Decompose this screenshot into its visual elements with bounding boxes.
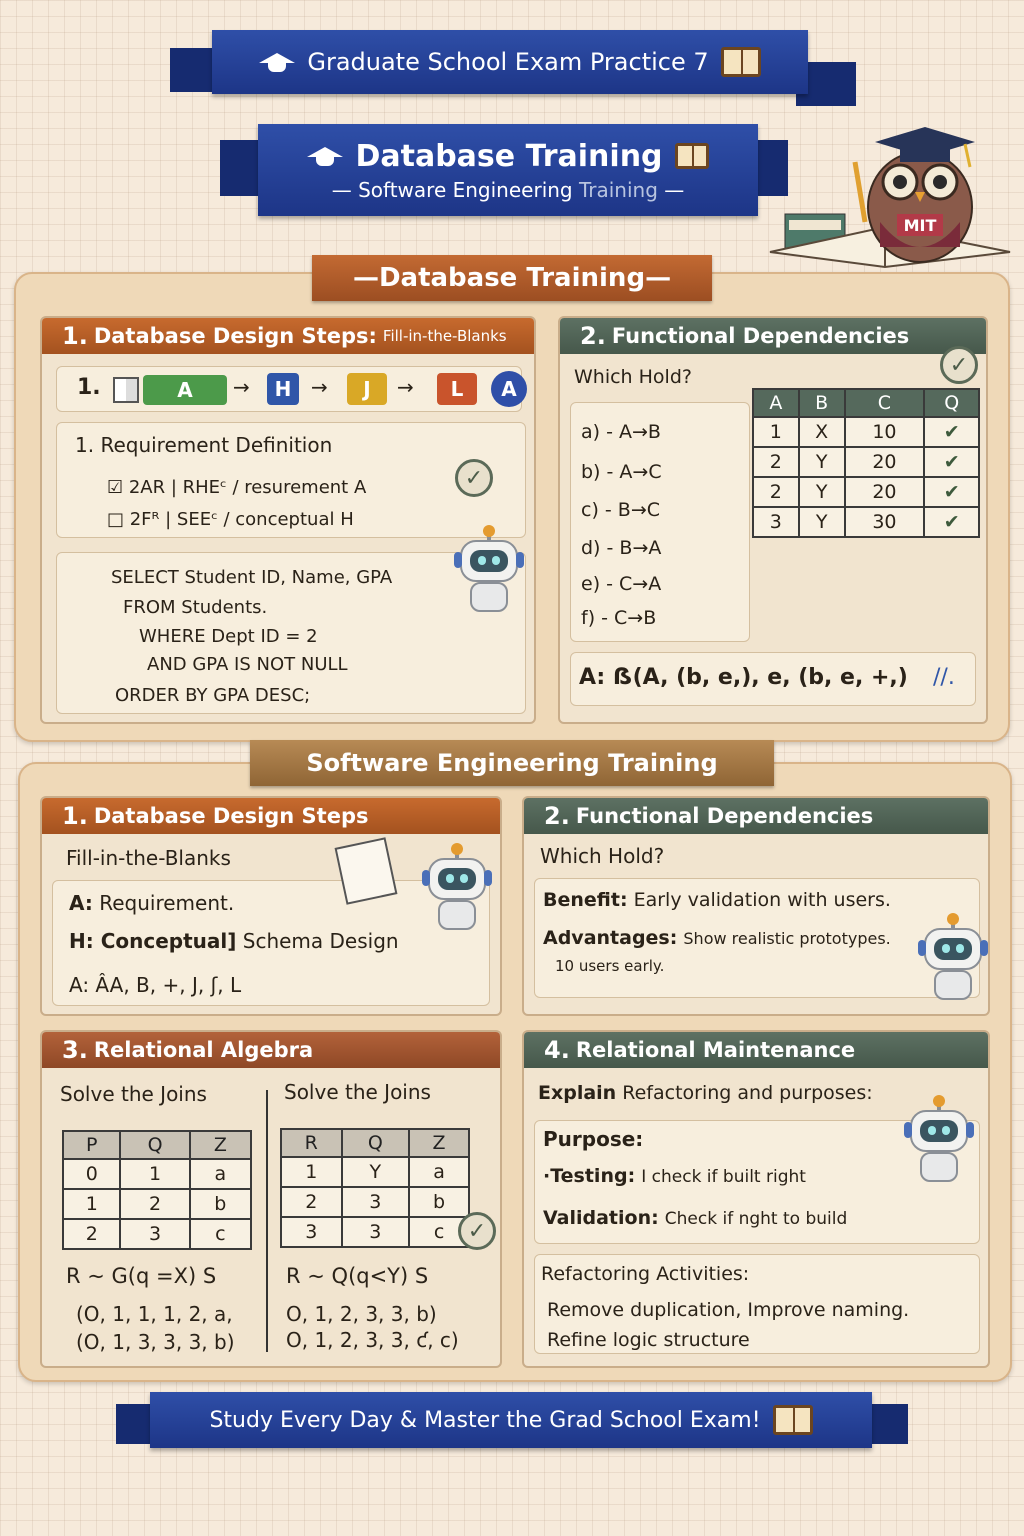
flow-number: 1. xyxy=(77,375,101,400)
join-result-right: O, 1, 2, 3, 3, b) xyxy=(286,1302,437,1326)
fd-answer-box xyxy=(570,652,976,706)
refactoring-box xyxy=(534,1254,980,1354)
table-cell: Y xyxy=(799,447,845,477)
validation-label: Validation: xyxy=(543,1207,659,1229)
software-engineering-tab xyxy=(250,740,774,786)
document-icon xyxy=(335,837,398,905)
relational-algebra-header xyxy=(42,1032,500,1068)
fill-label: A: xyxy=(69,891,93,915)
card-number: 2. xyxy=(544,802,570,830)
purpose-label: Purpose: xyxy=(543,1127,644,1151)
second-banner-title: Database Training xyxy=(355,138,663,174)
table-row xyxy=(63,1219,251,1249)
table-cell: 1 xyxy=(281,1157,342,1187)
table-row xyxy=(281,1187,469,1217)
functional-dependencies-card xyxy=(558,316,988,724)
database-section-tab: — Database Training — xyxy=(312,255,712,301)
se-design-steps-header xyxy=(42,798,500,834)
table-row xyxy=(281,1217,469,1247)
table-header: A xyxy=(753,389,799,417)
fill-answer: A: ÂA, B, +, J, ʃ, L xyxy=(69,973,242,997)
benefit-box xyxy=(534,878,980,998)
sql-line: SELECT Student ID, Name, GPA xyxy=(111,567,393,588)
table-cell: 20 xyxy=(845,477,925,507)
table-header: P xyxy=(63,1131,120,1159)
refactoring-line: Refine logic structure xyxy=(547,1329,750,1351)
join-expression-left: R ∼ G(q =X) S xyxy=(66,1264,217,1288)
table-cell: 1 xyxy=(63,1189,120,1219)
divider xyxy=(266,1090,268,1352)
table-cell: 30 xyxy=(845,507,925,537)
se-functional-dependencies-header xyxy=(524,798,988,834)
table-cell: 2 xyxy=(120,1189,189,1219)
table-header: R xyxy=(281,1129,342,1157)
table-row xyxy=(753,417,979,447)
card-title: Functional Dependencies xyxy=(575,804,874,828)
table-row xyxy=(63,1189,251,1219)
fill-label: H: Conceptual] xyxy=(69,929,237,953)
flow-step-l: L xyxy=(437,373,477,405)
card-number: 2. xyxy=(580,322,606,350)
refactoring-line: Remove duplication, Improve naming. xyxy=(547,1299,910,1321)
table-cell: 3 xyxy=(342,1217,410,1247)
table-cell: 1 xyxy=(753,417,799,447)
relational-maintenance-card xyxy=(522,1030,990,1368)
second-banner-subtitle-a: Software Engineering xyxy=(358,177,573,202)
book-icon xyxy=(721,47,761,77)
table-cell: ✔ xyxy=(924,507,979,537)
table-cell: b xyxy=(190,1189,251,1219)
book-icon xyxy=(773,1405,813,1435)
card-title: Relational Algebra xyxy=(93,1038,314,1062)
fd-options-box xyxy=(570,402,750,642)
arrow-icon: → xyxy=(397,375,414,399)
top-banner xyxy=(212,30,808,94)
benefit-label: Benefit: xyxy=(543,889,628,911)
testing-label: ·Testing: xyxy=(543,1165,636,1187)
table-cell: c xyxy=(409,1217,469,1247)
join-result-left: (O, 1, 1, 1, 2, a, xyxy=(76,1302,233,1326)
advantages-label: Advantages: xyxy=(543,927,678,949)
arrow-icon: → xyxy=(233,375,250,399)
card-number: 1. xyxy=(62,802,88,830)
fd-option[interactable]: b) - A→C xyxy=(581,461,662,483)
robot-icon xyxy=(918,918,988,1002)
card-title: Functional Dependencies xyxy=(611,324,910,348)
table-cell: X xyxy=(799,417,845,447)
fd-option[interactable]: f) - C→B xyxy=(581,607,657,629)
fd-option[interactable]: c) - B→C xyxy=(581,499,661,521)
table-row xyxy=(281,1157,469,1187)
table-header: C xyxy=(845,389,925,417)
sql-line: ORDER BY GPA DESC; xyxy=(115,685,311,706)
functional-dependencies-header xyxy=(560,318,986,354)
table-cell: Y xyxy=(342,1157,410,1187)
card-number: 3. xyxy=(62,1036,88,1064)
card-number: 1. xyxy=(62,322,88,350)
join-expression-right: R ∼ Q(q<Y) S xyxy=(286,1264,429,1288)
answer-mark: //. xyxy=(933,665,955,690)
table-cell: 10 xyxy=(845,417,925,447)
software-engineering-title: Software Engineering Training xyxy=(306,749,718,777)
validation-text: Check if nght to build xyxy=(664,1209,848,1229)
fill-text: Requirement. xyxy=(99,891,235,915)
owl-badge: MIT xyxy=(903,216,937,235)
requirement-line: □ 2Fᴿ | SEEᶜ / conceptual H xyxy=(107,509,354,530)
fd-option[interactable]: d) - B→A xyxy=(581,537,662,559)
table-header: Z xyxy=(190,1131,251,1159)
table-cell: 3 xyxy=(120,1219,189,1249)
card-title-small: Fill-in-the-Blanks xyxy=(382,327,507,345)
advantages-text-2: 10 users early. xyxy=(555,957,665,975)
check-icon: ✓ xyxy=(940,346,978,384)
database-section-title: Database Training xyxy=(378,263,646,293)
table-cell: 1 xyxy=(120,1159,189,1189)
table-cell: c xyxy=(190,1219,251,1249)
testing-text: I check if built right xyxy=(641,1167,806,1187)
se-functional-dependencies-card xyxy=(522,796,990,1016)
grid-icon xyxy=(113,377,139,403)
card-title: Database Design Steps xyxy=(93,804,369,828)
table-header: Q xyxy=(924,389,979,417)
table-cell: Y xyxy=(799,507,845,537)
benefit-text: Early validation with users. xyxy=(633,889,891,911)
db-design-steps-header xyxy=(42,318,534,354)
fd-option[interactable]: a) - A→B xyxy=(581,421,661,443)
table-cell: 2 xyxy=(753,447,799,477)
table-header: B xyxy=(799,389,845,417)
table-cell: 20 xyxy=(845,447,925,477)
table-cell: 3 xyxy=(753,507,799,537)
table-header: Z xyxy=(409,1129,469,1157)
card-title: Database Design Steps: xyxy=(93,324,377,348)
sql-line: AND GPA IS NOT NULL xyxy=(147,654,348,675)
right-heading: Solve the Joins xyxy=(284,1080,431,1104)
explain-text: Refactoring and purposes: xyxy=(622,1082,873,1104)
join-table-left xyxy=(62,1130,252,1250)
requirement-line: ☑ 2AR | RHEᶜ / resurement A xyxy=(107,477,367,498)
sql-line: WHERE Dept ID = 2 xyxy=(139,626,318,647)
table-cell: 2 xyxy=(63,1219,120,1249)
table-cell: ✔ xyxy=(924,447,979,477)
relational-algebra-card xyxy=(40,1030,502,1368)
robot-icon xyxy=(904,1100,974,1184)
arrow-icon: → xyxy=(311,375,328,399)
question-text: Which Hold? xyxy=(540,844,665,868)
table-cell: 2 xyxy=(281,1187,342,1217)
design-flow xyxy=(56,366,522,412)
second-banner: Database Training — Software Engineering Training — xyxy=(258,124,758,216)
sql-line: FROM Students. xyxy=(123,597,268,618)
second-banner-subtitle-b: Training xyxy=(578,177,658,202)
table-cell: 3 xyxy=(342,1187,410,1217)
card-number: 4. xyxy=(544,1036,570,1064)
robot-icon xyxy=(454,530,524,614)
table-row xyxy=(753,507,979,537)
table-row xyxy=(753,477,979,507)
flow-step-h: H xyxy=(267,373,299,405)
owl-mascot xyxy=(765,122,1015,272)
book-icon xyxy=(675,143,709,169)
fill-text: Schema Design xyxy=(242,929,399,953)
refactoring-heading: Refactoring Activities: xyxy=(541,1263,750,1285)
table-cell: 3 xyxy=(281,1217,342,1247)
flow-end-badge: A xyxy=(491,371,527,407)
table-cell: b xyxy=(409,1187,469,1217)
graduation-cap-icon xyxy=(307,145,343,167)
table-cell: a xyxy=(409,1157,469,1187)
fd-answer: A: ẞ(A, (b, e,), e, (b, e, +,) xyxy=(579,665,908,690)
card-subtitle: Fill-in-the-Blanks xyxy=(66,846,231,870)
db-design-steps-card xyxy=(40,316,536,724)
flow-step-j: J xyxy=(347,373,387,405)
join-result-left: (O, 1, 3, 3, 3, b) xyxy=(76,1330,235,1354)
check-icon: ✓ xyxy=(458,1212,496,1250)
table-cell: Y xyxy=(799,477,845,507)
fd-table xyxy=(752,388,980,538)
table-cell: ✔ xyxy=(924,477,979,507)
table-cell: 2 xyxy=(753,477,799,507)
top-banner-title: Graduate School Exam Practice 7 xyxy=(307,48,709,76)
table-row xyxy=(63,1159,251,1189)
table-header: Q xyxy=(342,1129,410,1157)
advantages-text: Show realistic prototypes. xyxy=(683,929,891,948)
question-text: Which Hold? xyxy=(574,366,692,388)
bottom-banner-title: Study Every Day & Master the Grad School Exam! xyxy=(209,1407,761,1433)
check-icon: ✓ xyxy=(455,459,493,497)
left-heading: Solve the Joins xyxy=(60,1082,207,1106)
requirement-heading: 1. Requirement Definition xyxy=(75,433,333,457)
flow-step-a: A xyxy=(143,375,227,405)
join-table-right xyxy=(280,1128,470,1248)
table-cell: a xyxy=(190,1159,251,1189)
requirement-box xyxy=(56,422,526,538)
fd-option[interactable]: e) - C→A xyxy=(581,573,662,595)
card-title: Relational Maintenance xyxy=(575,1038,856,1062)
se-design-steps-card xyxy=(40,796,502,1016)
explain-label: Explain xyxy=(538,1082,617,1104)
relational-maintenance-header xyxy=(524,1032,988,1068)
table-cell: 0 xyxy=(63,1159,120,1189)
bottom-banner xyxy=(150,1392,872,1448)
graduation-cap-icon xyxy=(259,51,295,73)
table-cell: ✔ xyxy=(924,417,979,447)
table-row xyxy=(753,447,979,477)
join-result-right: O, 1, 2, 3, 3, ƈ, c) xyxy=(286,1328,459,1352)
robot-icon xyxy=(422,848,492,932)
table-header: Q xyxy=(120,1131,189,1159)
